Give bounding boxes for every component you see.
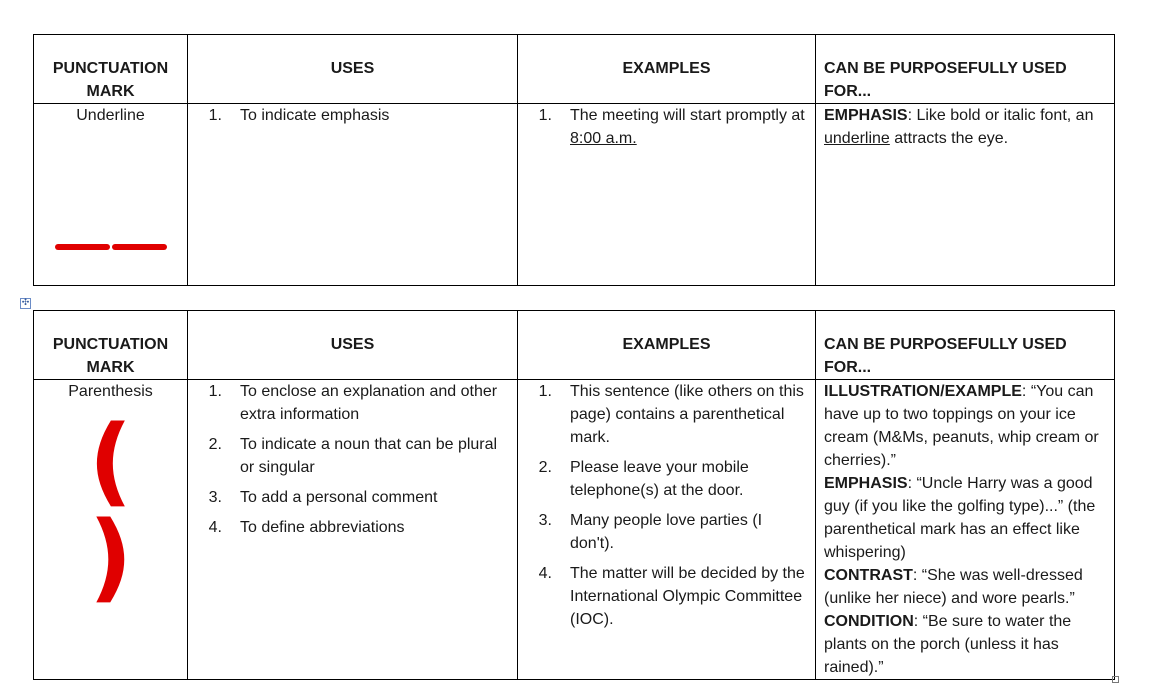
purpose-cell	[816, 380, 1115, 680]
purpose-label: EMPHASIS	[824, 107, 908, 124]
header-purpose: CAN BE PURPOSEFULLY USED FOR...	[816, 311, 1115, 380]
list-item: 4. To define abbreviations	[208, 519, 405, 536]
list-item: 1. This sentence (like others on this page) contains a parenthetical mark.	[538, 383, 804, 446]
mark-cell	[34, 104, 188, 286]
purpose-entry: CONDITION: “Be sure to water the plants on the porch (unless it has rained).”	[824, 613, 1072, 676]
list-item: 1. To enclose an explanation and other extra information	[208, 383, 498, 423]
parenthesis-row	[34, 380, 1115, 680]
examples-cell	[518, 380, 816, 680]
list-item: 3. Many people love parties (I don't).	[538, 512, 763, 552]
mark-name: Underline	[76, 107, 145, 124]
purpose-cell: EMPHASIS: Like bold or italic font, an underline attracts the eye.	[816, 104, 1115, 286]
header-punctuation-mark: PUNCTUATION MARK	[34, 311, 188, 380]
uses-cell	[188, 104, 518, 286]
mark-name: Parenthesis	[68, 383, 153, 400]
list-item: 4. The matter will be decided by the International Olympic Committee (IOC).	[538, 565, 805, 628]
purpose-entry: EMPHASIS: “Uncle Harry was a good guy (if you like the golfing type)...” (the parenthetical mark has an effect like whispering)	[824, 475, 1096, 561]
header-row	[34, 35, 1115, 104]
table-resize-handle-icon[interactable]	[1112, 676, 1119, 683]
header-uses: USES	[188, 35, 518, 104]
examples-cell	[518, 104, 816, 286]
underline-row	[34, 104, 1115, 286]
purpose-entry: ILLUSTRATION/EXAMPLE: “You can have up to two toppings on your ice cream (M&Ms, peanuts, whip cream or cherries).”	[824, 383, 1099, 469]
underlined-word: underline	[824, 130, 890, 147]
header-punctuation-mark: PUNCTUATION MARK	[34, 35, 188, 104]
uses-cell	[188, 380, 518, 680]
header-purpose: CAN BE PURPOSEFULLY USED FOR...	[816, 35, 1115, 104]
underlined-time: 8:00 a.m.	[570, 130, 637, 147]
header-examples: EXAMPLES	[518, 35, 816, 104]
header-uses: USES	[188, 311, 518, 380]
list-item: 1. The meeting will start promptly at 8:00 a.m.	[538, 107, 805, 147]
list-item: 1. To indicate emphasis	[208, 107, 390, 124]
purpose-entry: CONTRAST: “She was well-dressed (unlike her niece) and wore pearls.”	[824, 567, 1083, 607]
header-row	[34, 311, 1115, 380]
table-move-handle-icon[interactable]: ✣	[21, 298, 30, 308]
underline-table	[33, 34, 1115, 286]
header-examples: EXAMPLES	[518, 311, 816, 380]
list-item: 2. To indicate a noun that can be plural or singular	[208, 436, 498, 476]
underline-symbol-icon	[34, 244, 187, 250]
mark-cell	[34, 380, 188, 680]
list-item: 2. Please leave your mobile telephone(s) at the door.	[538, 459, 749, 499]
parenthesis-symbol-icon: ( )	[88, 405, 157, 613]
list-item: 3. To add a personal comment	[208, 489, 438, 506]
parenthesis-table	[33, 310, 1115, 680]
